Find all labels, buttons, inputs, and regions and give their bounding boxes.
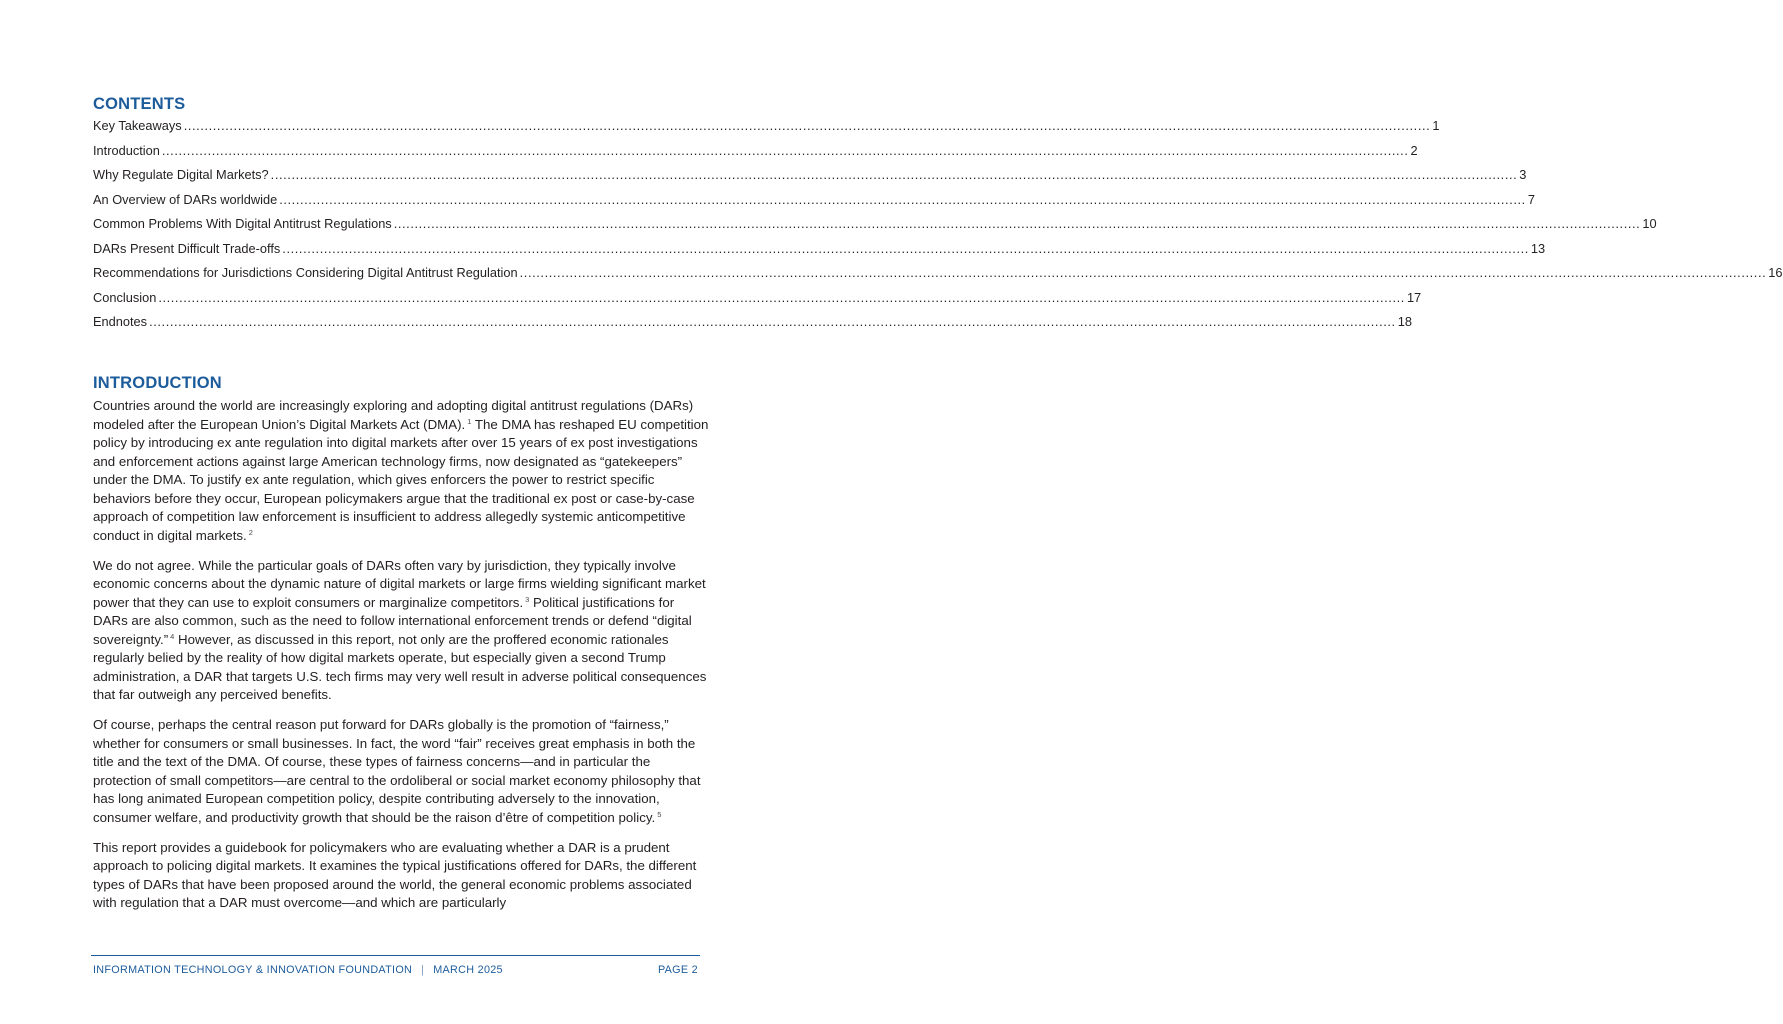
footer-date: MARCH 2025 — [433, 964, 503, 976]
toc-entry[interactable] — [93, 142, 1418, 167]
paragraph-text: Of course, perhaps the central reason put forward for DARs globally is the promotion of “fairness,” whether for consumers or small businesses. In fact, the word “fair” receives great emphasis in both the title and the text of the DMA. Of course, these types of fairness concerns—and in particular the protection of small competitors—are central to the ordoliberal or social market economy philosophy that has long animated European competition policy, despite contributing adversely to the innovation, consumer welfare, and productivity growth that should be the raison d’être of competition policy. — [93, 717, 701, 825]
toc-dot-leader: ............................................................................................................................................................................................................................................................................................................ — [519, 265, 1767, 280]
intro-paragraph-4 — [93, 839, 711, 913]
toc-entry-page: 16 — [1768, 265, 1783, 280]
toc-entry[interactable] — [93, 240, 1546, 265]
toc-dot-leader: ............................................................................................................................................................................................................................................................................................................ — [158, 289, 1405, 305]
toc-entry-page: 18 — [1397, 314, 1412, 329]
footnote-ref[interactable]: 4 — [170, 631, 175, 641]
contents-heading: CONTENTS — [93, 95, 186, 113]
toc-entry-label: Why Regulate Digital Markets? — [93, 167, 269, 182]
toc-entry[interactable] — [93, 117, 1440, 142]
footer-page-number: PAGE 2 — [657, 964, 698, 976]
toc-dot-leader: ............................................................................................................................................................................................................................................................................................................ — [279, 191, 1526, 207]
footnote-ref[interactable]: 5 — [657, 809, 662, 819]
footnote-ref[interactable]: 2 — [248, 527, 253, 537]
intro-paragraph-2 — [93, 557, 711, 705]
toc-dot-leader: ............................................................................................................................................................................................................................................................................................................ — [393, 216, 1641, 231]
page-footer — [93, 964, 698, 976]
footnote-ref[interactable]: 1 — [467, 416, 472, 426]
intro-paragraph-1 — [93, 397, 711, 545]
table-of-contents — [93, 117, 1783, 338]
toc-dot-leader: ............................................................................................................................................................................................................................................................................................................ — [149, 314, 1396, 329]
toc-entry-label: Introduction — [93, 142, 160, 158]
paragraph-text: Political justifications for DARs are also common, such as the need to follow international enforcement trends or defend “digital sovereignty.” — [93, 594, 692, 647]
toc-entry-label: An Overview of DARs worldwide — [93, 191, 278, 207]
toc-entry-label: Common Problems With Digital Antitrust Regulations — [93, 216, 392, 231]
toc-entry[interactable] — [93, 313, 1412, 338]
footer-organization: INFORMATION TECHNOLOGY & INNOVATION FOUNDATION — [93, 964, 413, 976]
paragraph-text: However, as discussed in this report, not only are the proffered economic rationales regularly belied by the reality of how digital markets operate, but especially given a second Trump administration, a DAR that targets U.S. tech firms may very well result in adverse political consequences that far outweigh any perceived benefits. — [93, 631, 707, 702]
toc-entry-page: 10 — [1642, 216, 1657, 231]
toc-entry-label: DARs Present Difficult Trade-offs — [93, 240, 281, 256]
paragraph-text: We do not agree. While the particular goals of DARs often vary by jurisdiction, they typically involve economic concerns about the dynamic nature of digital markets or large firms wielding significant market power that they can use to exploit consumers or marginalize competitors. — [93, 557, 706, 610]
toc-entry-page: 7 — [1527, 191, 1535, 207]
toc-entry[interactable] — [93, 289, 1422, 314]
toc-entry-label: Key Takeaways — [93, 118, 182, 133]
toc-entry[interactable] — [93, 264, 1783, 289]
introduction-heading: INTRODUCTION — [93, 374, 222, 392]
toc-entry-page: 17 — [1406, 289, 1422, 305]
toc-dot-leader: ............................................................................................................................................................................................................................................................................................................ — [270, 167, 1518, 182]
toc-dot-leader: ............................................................................................................................................................................................................................................................................................................ — [161, 142, 1409, 158]
toc-entry-page: 1 — [1432, 118, 1440, 133]
footer-divider — [91, 955, 700, 956]
toc-entry-label: Conclusion — [93, 289, 157, 305]
paragraph-text: The DMA has reshaped EU competition policy by introducing ex ante regulation into digital markets after over 15 years of ex post investigations and enforcement actions against large American technology firms, now designated as “gatekeepers” under the DMA. To justify ex ante regulation, which gives enforcers the power to restrict specific behaviors before they occur, European policymakers argue that the traditional ex post or case-by-case approach of competition law enforcement is insufficient to address allegedly systemic anticompetitive conduct in digital markets. — [93, 416, 709, 543]
toc-entry[interactable] — [93, 215, 1657, 240]
toc-entry-page: 13 — [1530, 240, 1546, 256]
introduction-body — [93, 397, 711, 924]
toc-entry-label: Recommendations for Jurisdictions Considering Digital Antitrust Regulation — [93, 265, 518, 280]
toc-dot-leader: ............................................................................................................................................................................................................................................................................................................ — [282, 240, 1529, 256]
toc-entry-page: 2 — [1410, 142, 1418, 158]
footer-separator: | — [421, 964, 425, 976]
intro-paragraph-3 — [93, 716, 711, 827]
toc-dot-leader: ............................................................................................................................................................................................................................................................................................................ — [183, 118, 1431, 133]
footnote-ref[interactable]: 3 — [525, 594, 530, 604]
toc-entry[interactable] — [93, 191, 1535, 216]
paragraph-text: Countries around the world are increasingly exploring and adopting digital antitrust regulations (DARs) modeled after the European Union’s Digital Markets Act (DMA). — [93, 398, 694, 432]
paragraph-text: This report provides a guidebook for policymakers who are evaluating whether a DAR is a prudent approach to policing digital markets. It examines the typical justifications offered for DARs, the different types of DARs that have been proposed around the world, the general economic problems associated with regulation that a DAR must overcome—and which are particularly — [93, 839, 697, 910]
toc-entry-page: 3 — [1519, 167, 1527, 182]
toc-entry[interactable] — [93, 166, 1527, 191]
toc-entry-label: Endnotes — [93, 314, 148, 329]
